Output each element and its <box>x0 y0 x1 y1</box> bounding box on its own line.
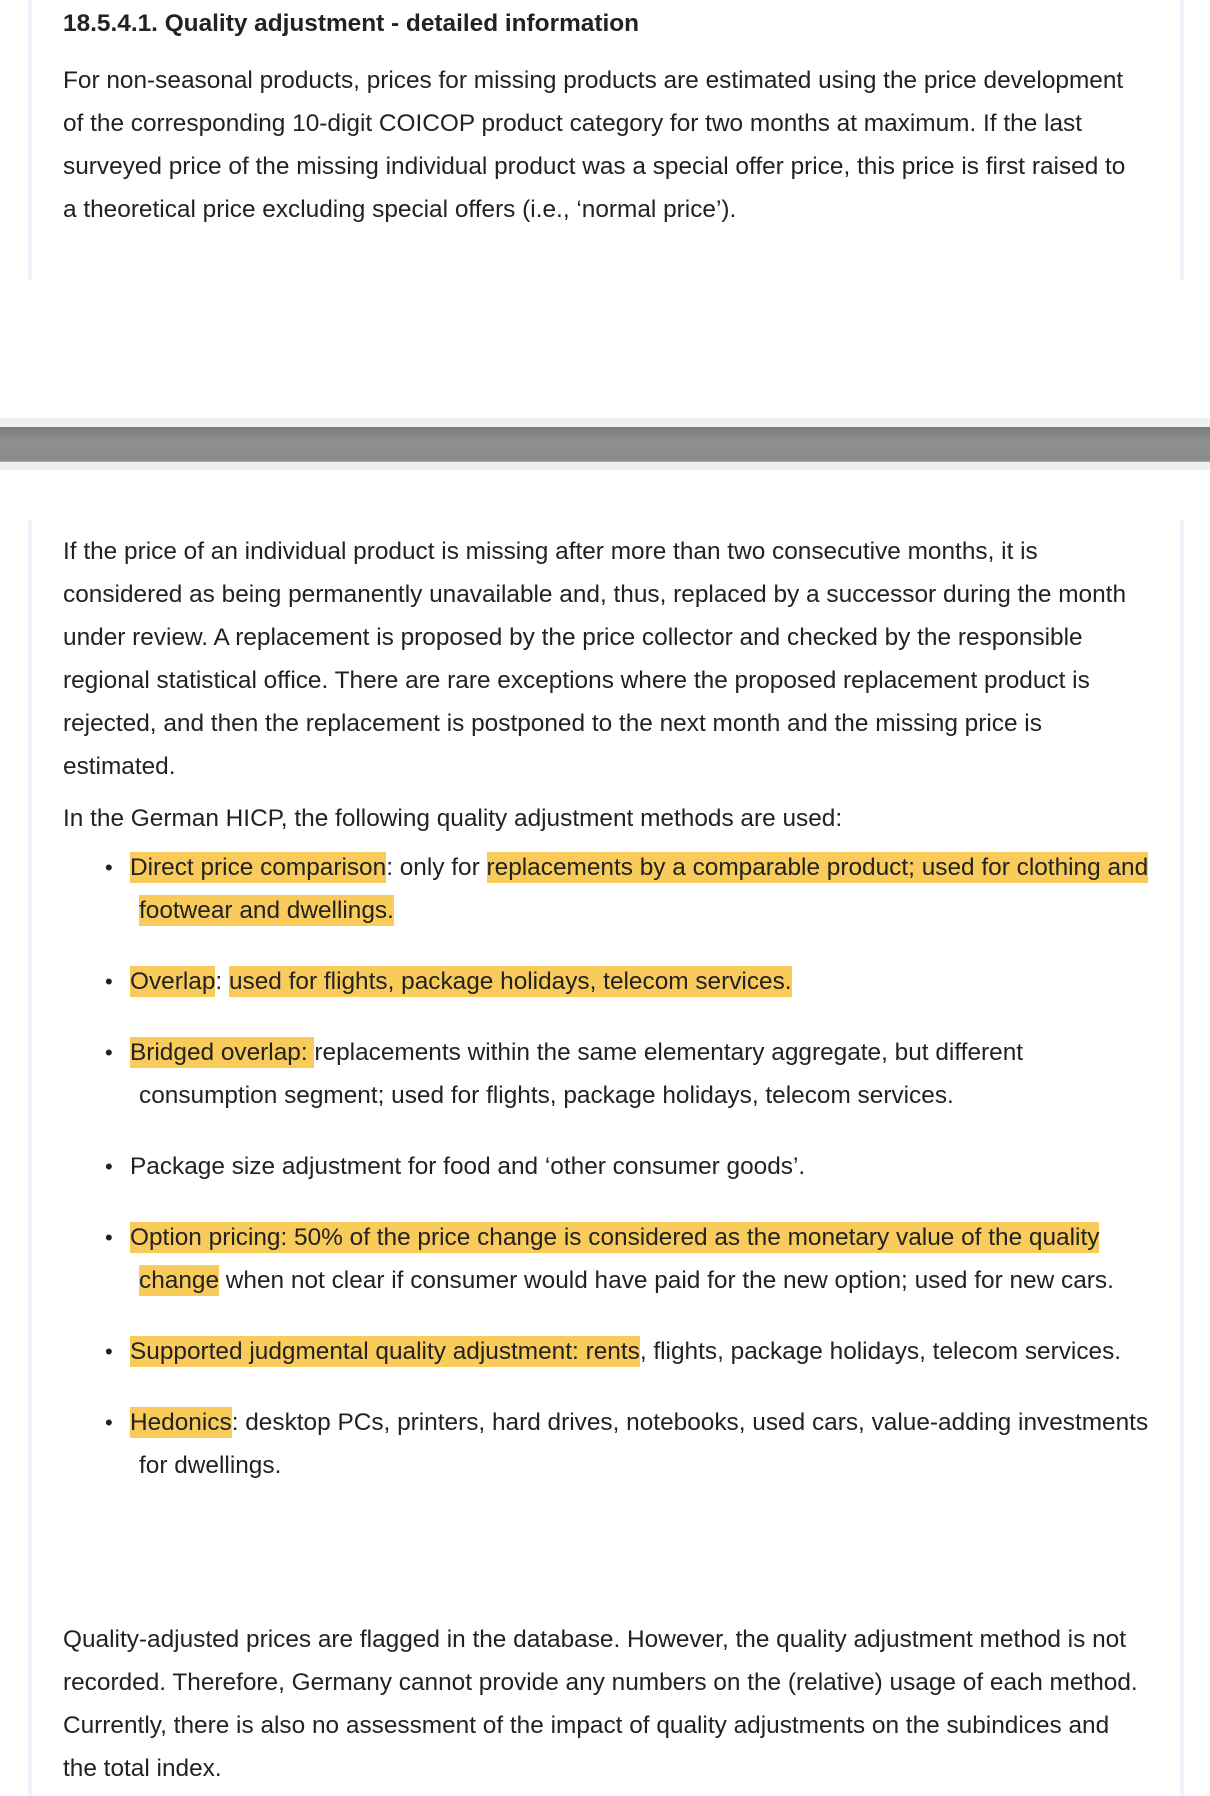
method-text-segment: replacements within the same elementary aggregate, but different consumption segment; used for flights, package holidays, telecom services. <box>139 1039 1024 1109</box>
highlighted-text: Bridged overlap: <box>130 1039 315 1066</box>
method-item-supported-judgmental <box>63 1330 1163 1373</box>
method-text <box>130 852 1148 926</box>
quality-adjustment-methods-list <box>63 846 1163 1515</box>
bullet-icon: • <box>105 1410 113 1435</box>
method-text-segment: Package size adjustment for food and ‘other consumer goods’. <box>130 1153 806 1180</box>
highlighted-text: Option pricing: 50% of the price change is considered as the monetary value of the quality change <box>130 1224 1100 1294</box>
page-separator <box>0 418 1210 470</box>
highlighted-text: replacements by a comparable product; used for clothing and footwear and dwellings. <box>139 854 1149 924</box>
method-text <box>130 1407 1148 1479</box>
method-item-direct-price-comparison <box>63 846 1163 932</box>
method-text <box>130 966 792 997</box>
missing-price-estimation-paragraph: For non-seasonal products, prices for missing products are estimated using the price development of the corresponding 10-digit COICOP product category for two months at maximum. If the last surveyed price of the missing individual product was a special offer price, this price is first raised to a theoretical price excluding special offers (i.e., ‘normal price’). <box>63 67 1126 223</box>
method-text <box>130 1222 1114 1296</box>
method-text <box>130 1153 805 1180</box>
section-heading: 18.5.4.1. Quality adjustment - detailed information <box>63 10 640 37</box>
highlighted-text: Hedonics <box>130 1409 232 1436</box>
highlighted-text: Overlap <box>130 968 216 995</box>
method-text-segment: : <box>215 968 229 995</box>
highlighted-text: Direct price comparison <box>130 854 387 881</box>
highlighted-text: used for flights, package holidays, telecom services. <box>228 968 792 995</box>
page-separator-bar <box>0 427 1210 462</box>
bullet-icon: • <box>105 855 113 880</box>
method-item-option-pricing <box>63 1216 1163 1302</box>
highlighted-text: Supported judgmental quality adjustment: <box>130 1338 586 1365</box>
methods-intro: In the German HICP, the following quality adjustment methods are used: <box>63 805 843 832</box>
method-item-package-size <box>63 1145 1163 1188</box>
method-item-bridged-overlap <box>63 1031 1163 1117</box>
method-item-overlap <box>63 960 1163 1003</box>
highlighted-text: rents <box>585 1338 640 1365</box>
method-text <box>130 1336 1121 1367</box>
bullet-icon: • <box>105 1154 113 1179</box>
method-text-segment: when not clear if consumer would have paid for the new option; used for new cars. <box>219 1267 1114 1294</box>
replacement-paragraph: If the price of an individual product is missing after more than two consecutive months, it is considered as being permanently unavailable and, thus, replaced by a successor during the month under review. A replacement is proposed by the price collector and checked by the responsible regional statistical office. There are rare exceptions where the proposed replacement product is rejected, and then the replacement is postponed to the next month and the missing price is estimated. <box>63 538 1127 780</box>
bullet-icon: • <box>105 1339 113 1364</box>
method-text <box>130 1037 1023 1109</box>
method-item-hedonics <box>63 1401 1163 1487</box>
method-text-segment: : only for <box>386 854 487 881</box>
bullet-icon: • <box>105 969 113 994</box>
method-text-segment: , flights, package holidays, telecom services. <box>639 1338 1122 1365</box>
bullet-icon: • <box>105 1040 113 1065</box>
method-text-segment: : desktop PCs, printers, hard drives, notebooks, used cars, value-adding investments for dwellings. <box>139 1409 1149 1479</box>
bullet-icon: • <box>105 1225 113 1250</box>
flagging-paragraph: Quality-adjusted prices are flagged in the database. However, the quality adjustment method is not recorded. Therefore, Germany cannot provide any numbers on the (relative) usage of each method. Currently, there is also no assessment of the impact of quality adjustments on the subindices and the total index. <box>63 1626 1138 1782</box>
